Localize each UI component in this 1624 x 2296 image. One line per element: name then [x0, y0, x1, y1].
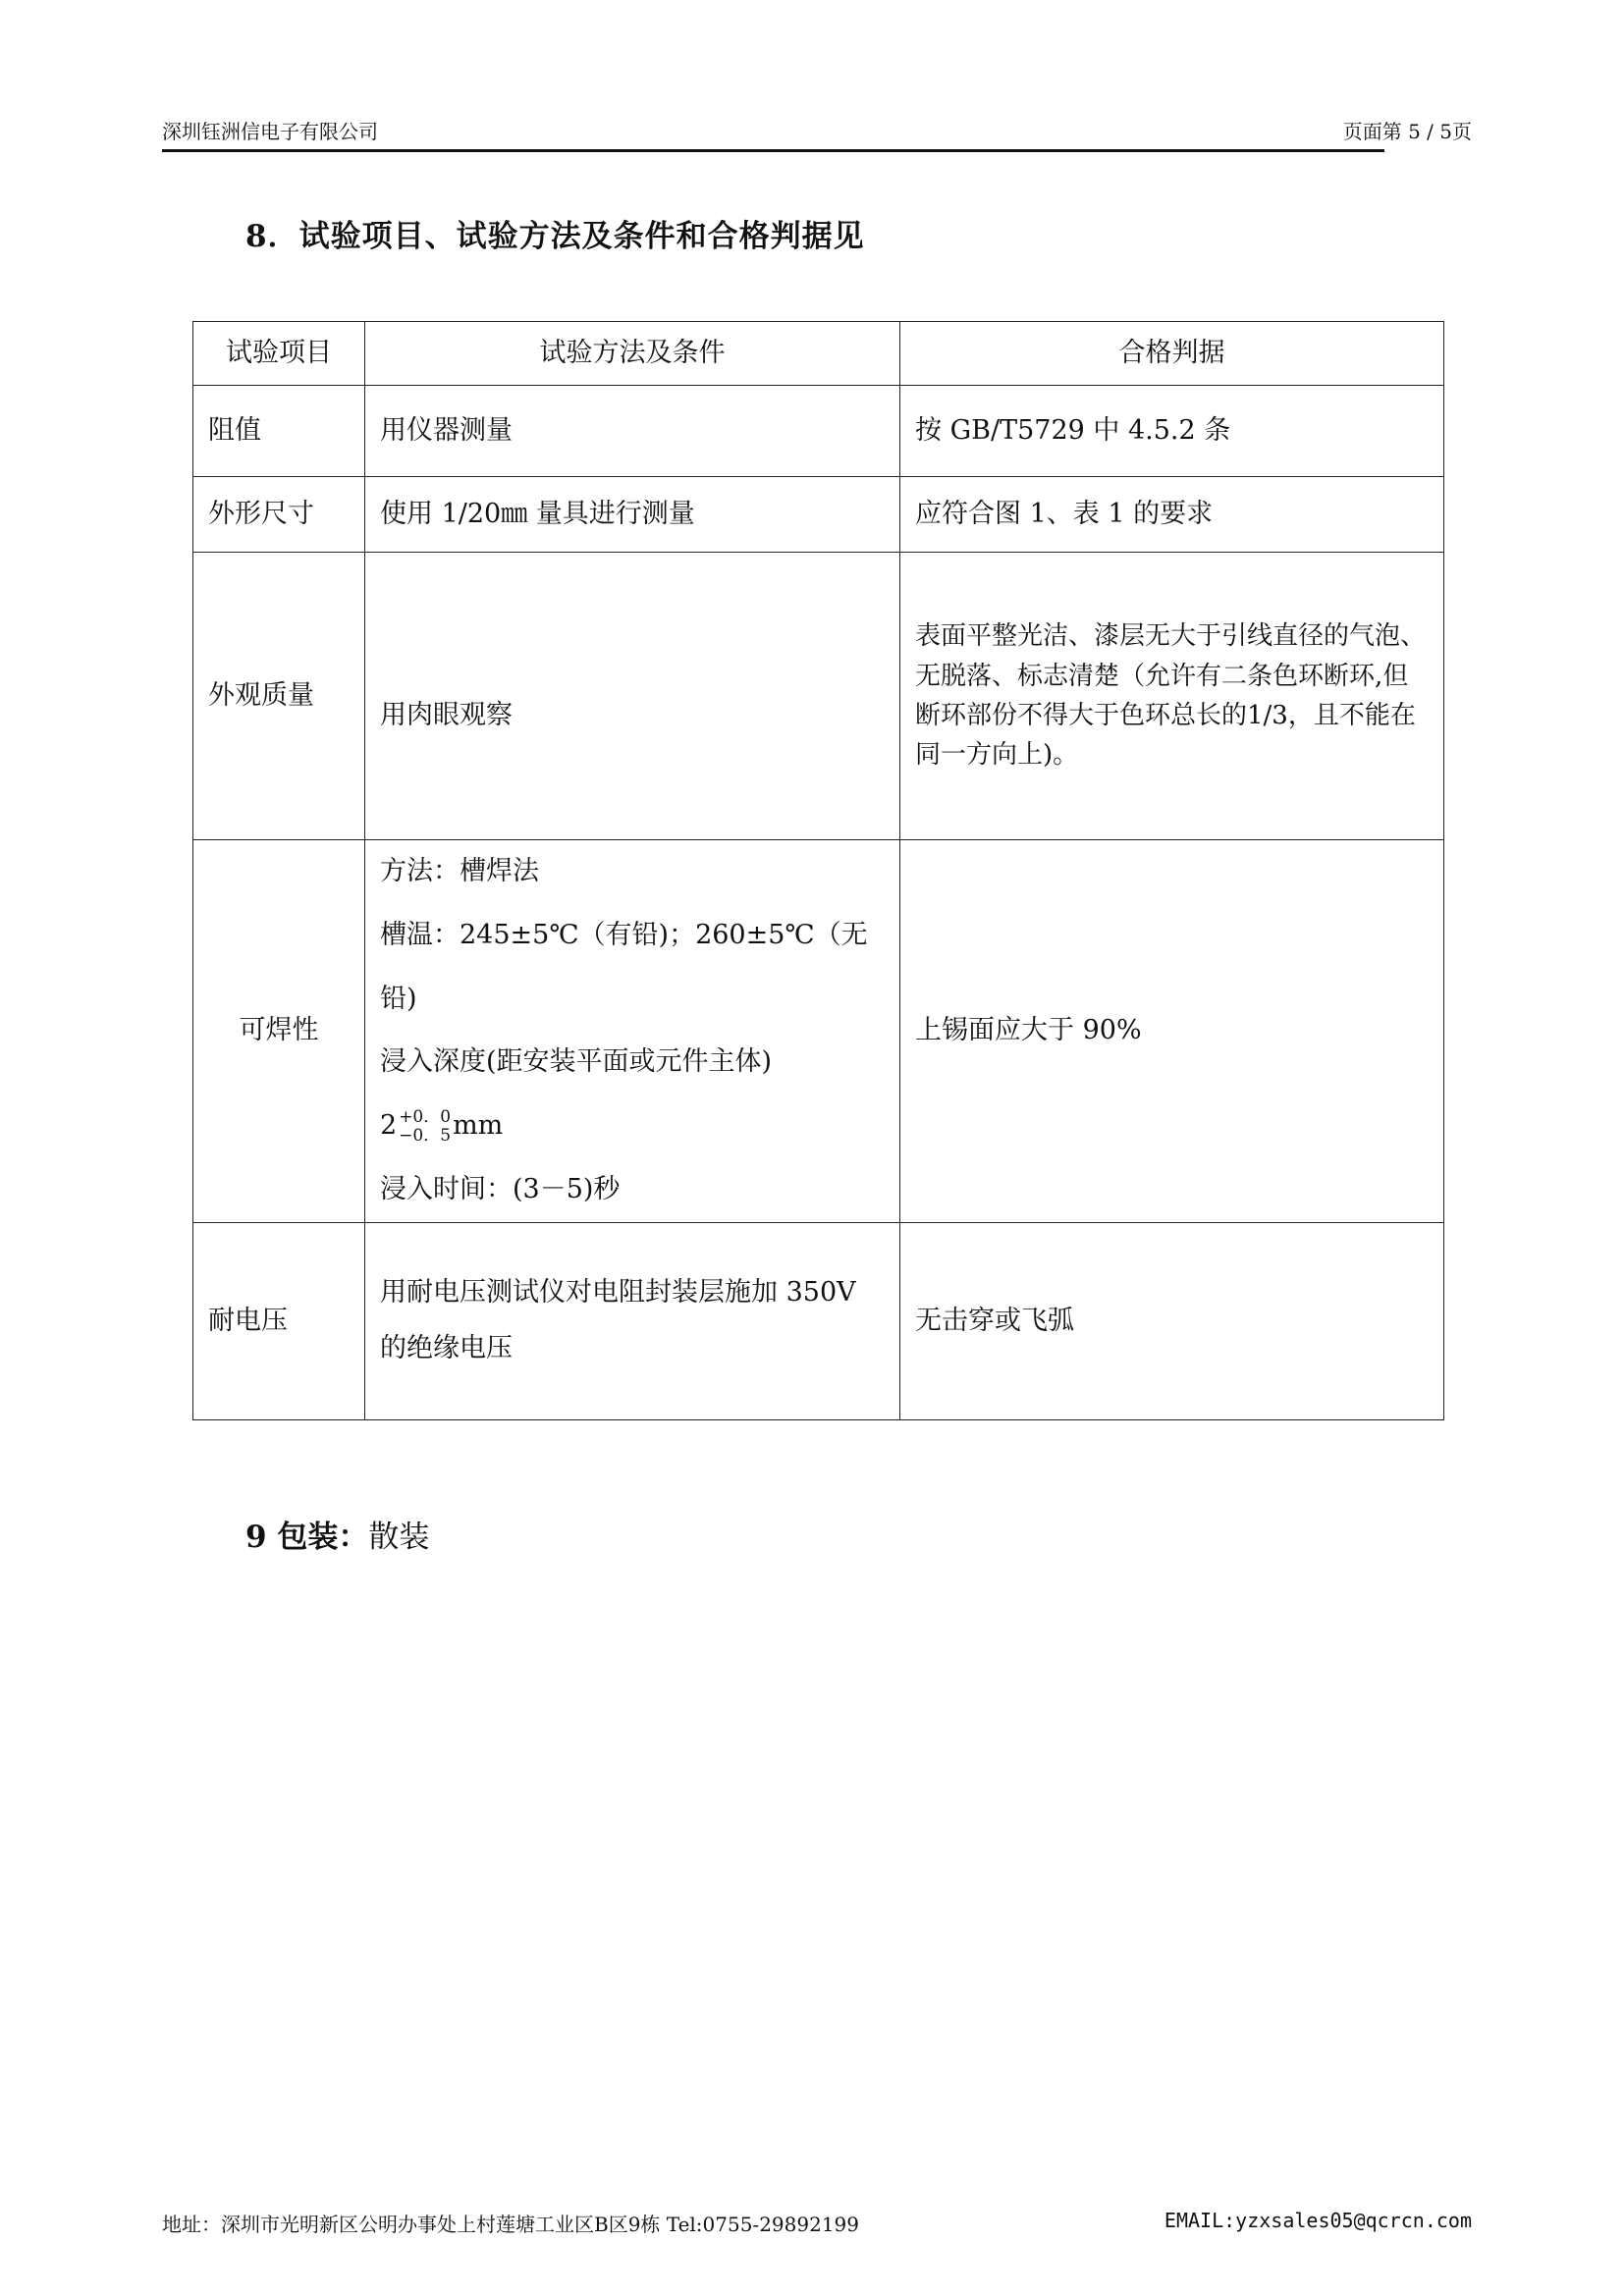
section-9-packaging — [245, 1512, 429, 1556]
method-dimensions: 使用 1/20㎜ 量具进行测量 — [365, 477, 900, 553]
table-row-resistance — [193, 386, 1444, 477]
solder-method-line: 方法：槽焊法 — [380, 856, 539, 886]
solder-depth-value — [380, 1095, 885, 1158]
criteria-dimensions: 应符合图 1、表 1 的要求 — [900, 477, 1444, 553]
footer-address: 地址：深圳市光明新区公明办事处上村莲塘工业区B区9栋 Tel:0755-29892199 — [162, 2213, 859, 2236]
header-criteria: 合格判据 — [900, 322, 1444, 386]
test-spec-table — [192, 321, 1444, 1420]
depth-lower-tolerance: −0．5 — [399, 1125, 452, 1146]
header-test-method: 试验方法及条件 — [365, 322, 900, 386]
solder-temperature-line: 槽温：245±5℃（有铅)；260±5℃（无铅) — [380, 919, 868, 1014]
table-row-voltage — [193, 1222, 1444, 1419]
table-row-appearance — [193, 553, 1444, 840]
header-divider — [162, 149, 1384, 152]
solder-time-line: 浸入时间：(3－5)秒 — [380, 1173, 621, 1204]
item-dimensions: 外形尺寸 — [193, 477, 365, 553]
table-header-row — [193, 322, 1444, 386]
depth-base: 2 — [380, 1110, 398, 1142]
packaging-label: 9 包装： — [245, 1520, 369, 1555]
company-name: 深圳钰洲信电子有限公司 — [162, 120, 378, 143]
table-row-dimensions — [193, 477, 1444, 553]
criteria-voltage: 无击穿或飞弧 — [900, 1222, 1444, 1419]
solder-depth-line: 浸入深度(距安装平面或元件主体) — [380, 1046, 773, 1078]
criteria-appearance: 表面平整光洁、漆层无大于引线直径的气泡、无脱落、标志清楚（允许有二条色环断环,但断环部份不得大于色环总长的1/3，且不能在同一方向上)。 — [900, 553, 1444, 840]
criteria-resistance: 按 GB/T5729 中 4.5.2 条 — [900, 386, 1444, 477]
item-voltage: 耐电压 — [193, 1222, 365, 1419]
depth-tolerance — [399, 1108, 451, 1145]
table-row-solderability — [193, 840, 1444, 1223]
method-solderability — [365, 840, 900, 1223]
method-voltage: 用耐电压测试仪对电阻封装层施加 350V 的绝缘电压 — [365, 1222, 900, 1419]
criteria-solderability: 上锡面应大于 90% — [900, 840, 1444, 1223]
packaging-value: 散装 — [368, 1520, 430, 1555]
item-resistance: 阻值 — [193, 386, 365, 477]
depth-upper-tolerance: +0．0 — [399, 1107, 452, 1127]
footer-email: EMAIL:yzxsales05@qcrcn.com — [1164, 2209, 1472, 2232]
item-appearance: 外观质量 — [193, 553, 365, 840]
page-number: 页面第 5 / 5页 — [1342, 120, 1472, 143]
item-solderability: 可焊性 — [193, 840, 365, 1223]
section-8-title: 8．试验项目、试验方法及条件和合格判据见 — [245, 219, 865, 254]
method-resistance: 用仪器测量 — [365, 386, 900, 477]
method-appearance: 用肉眼观察 — [365, 553, 900, 840]
header-test-item: 试验项目 — [193, 322, 365, 386]
depth-unit: mm — [453, 1110, 504, 1142]
